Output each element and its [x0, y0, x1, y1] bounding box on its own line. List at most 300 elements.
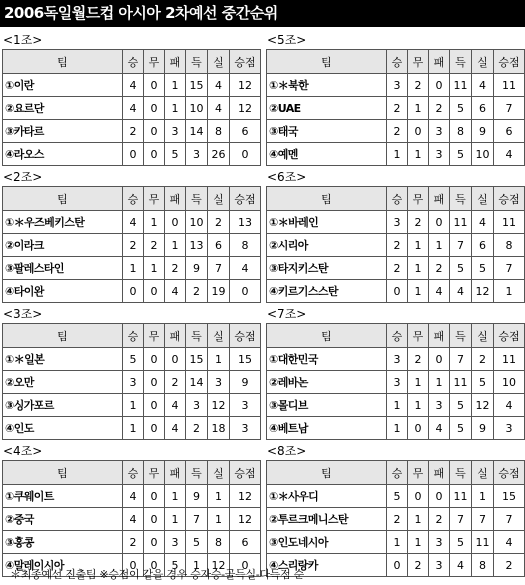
stat-cell: 2	[165, 371, 186, 394]
stat-cell: 7	[450, 348, 472, 371]
header-row	[267, 324, 525, 348]
column-header: 패	[429, 50, 450, 74]
stat-cell: 3	[429, 143, 450, 166]
table-row	[267, 234, 525, 257]
stat-cell: 0	[144, 508, 165, 531]
group-label: <5조>	[267, 33, 307, 47]
column-header: 승점	[494, 187, 525, 211]
standings-table	[266, 49, 525, 166]
stat-cell: 5	[450, 143, 472, 166]
stat-cell: 4	[429, 280, 450, 303]
column-header: 패	[165, 324, 186, 348]
stat-cell: 7	[494, 257, 525, 280]
team-name: ②투르크메니스탄	[267, 508, 387, 531]
stat-cell: 2	[494, 554, 525, 577]
stat-cell: 5	[450, 97, 472, 120]
team-name: ①＊일본	[3, 348, 123, 371]
stat-cell: 4	[472, 74, 494, 97]
stat-cell: 10	[186, 211, 208, 234]
header-row	[267, 461, 525, 485]
stat-cell: 12	[472, 394, 494, 417]
column-header: 실	[472, 324, 494, 348]
stat-cell: 1	[186, 554, 208, 577]
column-header: 득	[186, 461, 208, 485]
stat-cell: 10	[472, 143, 494, 166]
header-row	[3, 50, 261, 74]
standings-table	[266, 186, 525, 303]
stat-cell: 4	[494, 143, 525, 166]
team-name: ④타이완	[3, 280, 123, 303]
stat-cell: 3	[429, 394, 450, 417]
left-column	[2, 32, 260, 580]
stat-cell: 0	[408, 417, 429, 440]
stat-cell: 7	[472, 508, 494, 531]
stat-cell: 15	[186, 74, 208, 97]
stat-cell: 12	[208, 554, 230, 577]
column-header: 무	[408, 324, 429, 348]
column-header: 승점	[494, 461, 525, 485]
stat-cell: 9	[230, 371, 261, 394]
stat-cell: 6	[472, 97, 494, 120]
stat-cell: 0	[144, 97, 165, 120]
team-name: ②이라크	[3, 234, 123, 257]
stat-cell: 4	[123, 508, 144, 531]
stat-cell: 3	[387, 211, 408, 234]
stat-cell: 6	[208, 234, 230, 257]
team-name: ③팔레스타인	[3, 257, 123, 280]
stat-cell: 1	[408, 257, 429, 280]
stat-cell: 2	[144, 234, 165, 257]
stat-cell: 3	[208, 371, 230, 394]
team-name: ③인도네시아	[267, 531, 387, 554]
stat-cell: 3	[494, 417, 525, 440]
group-label: <6조>	[267, 170, 307, 184]
stat-cell: 1	[165, 508, 186, 531]
stat-cell: 2	[208, 211, 230, 234]
stat-cell: 12	[230, 74, 261, 97]
stat-cell: 11	[450, 74, 472, 97]
stat-cell: 13	[230, 211, 261, 234]
column-header: 득	[450, 324, 472, 348]
team-name: ③태국	[267, 120, 387, 143]
stat-cell: 4	[165, 417, 186, 440]
stat-cell: 11	[450, 485, 472, 508]
header-row	[267, 50, 525, 74]
column-header: 무	[144, 461, 165, 485]
stat-cell: 7	[208, 257, 230, 280]
standings-table	[2, 460, 261, 577]
group-label: <8조>	[267, 444, 307, 458]
team-name: ②UAE	[267, 97, 387, 120]
table-row	[267, 257, 525, 280]
column-header: 승	[387, 187, 408, 211]
standings-table	[266, 323, 525, 440]
stat-cell: 10	[186, 97, 208, 120]
stat-cell: 5	[186, 531, 208, 554]
team-name: ③홍콩	[3, 531, 123, 554]
stat-cell: 1	[429, 234, 450, 257]
stat-cell: 1	[408, 531, 429, 554]
column-header: 승	[123, 187, 144, 211]
stat-cell: 0	[429, 485, 450, 508]
group-block	[266, 169, 524, 306]
stat-cell: 3	[165, 531, 186, 554]
table-row	[267, 348, 525, 371]
stat-cell: 3	[186, 394, 208, 417]
team-name: ①대한민국	[267, 348, 387, 371]
stat-cell: 13	[186, 234, 208, 257]
stat-cell: 11	[494, 211, 525, 234]
stat-cell: 6	[230, 120, 261, 143]
stat-cell: 4	[123, 485, 144, 508]
column-header: 승	[387, 461, 408, 485]
stat-cell: 14	[186, 120, 208, 143]
table-row	[267, 211, 525, 234]
header-row	[3, 461, 261, 485]
team-name: ①＊사우디	[267, 485, 387, 508]
stat-cell: 9	[186, 257, 208, 280]
team-name: ①＊바레인	[267, 211, 387, 234]
group-label: <3조>	[3, 307, 43, 321]
column-header: 팀	[3, 50, 123, 74]
stat-cell: 1	[208, 348, 230, 371]
stat-cell: 2	[387, 97, 408, 120]
column-header: 승점	[230, 461, 261, 485]
stat-cell: 1	[387, 143, 408, 166]
stat-cell: 6	[230, 531, 261, 554]
stat-cell: 2	[387, 120, 408, 143]
stat-cell: 8	[208, 531, 230, 554]
stat-cell: 0	[144, 74, 165, 97]
column-header: 패	[165, 461, 186, 485]
table-row	[3, 234, 261, 257]
table-row	[267, 508, 525, 531]
group-block	[266, 306, 524, 443]
stat-cell: 5	[165, 143, 186, 166]
stat-cell: 0	[230, 280, 261, 303]
stat-cell: 3	[387, 371, 408, 394]
stat-cell: 0	[165, 211, 186, 234]
stat-cell: 1	[165, 74, 186, 97]
column-header: 승	[387, 324, 408, 348]
group-label: <1조>	[3, 33, 43, 47]
stat-cell: 1	[165, 97, 186, 120]
stat-cell: 15	[230, 348, 261, 371]
team-name: ④스리랑카	[267, 554, 387, 577]
table-row	[267, 531, 525, 554]
column-header: 득	[186, 50, 208, 74]
stat-cell: 3	[429, 554, 450, 577]
table-row	[3, 508, 261, 531]
stat-cell: 0	[230, 143, 261, 166]
column-header: 득	[450, 461, 472, 485]
stat-cell: 3	[429, 531, 450, 554]
stat-cell: 5	[387, 485, 408, 508]
table-row	[267, 97, 525, 120]
column-header: 패	[429, 324, 450, 348]
team-name: ②중국	[3, 508, 123, 531]
stat-cell: 4	[429, 417, 450, 440]
column-header: 승	[123, 461, 144, 485]
stat-cell: 1	[408, 394, 429, 417]
team-name: ④키르기스스탄	[267, 280, 387, 303]
table-row	[267, 120, 525, 143]
team-name: ③몰디브	[267, 394, 387, 417]
table-row	[267, 371, 525, 394]
table-row	[3, 120, 261, 143]
column-header: 무	[408, 461, 429, 485]
group-block	[2, 443, 260, 580]
team-name: ④말레이시아	[3, 554, 123, 577]
stat-cell: 2	[123, 531, 144, 554]
stat-cell: 2	[186, 280, 208, 303]
right-column	[266, 32, 524, 580]
stat-cell: 1	[144, 211, 165, 234]
stat-cell: 2	[165, 257, 186, 280]
stat-cell: 1	[408, 371, 429, 394]
table-row	[3, 257, 261, 280]
stat-cell: 2	[123, 120, 144, 143]
stat-cell: 15	[186, 348, 208, 371]
table-row	[3, 485, 261, 508]
stat-cell: 1	[408, 97, 429, 120]
stat-cell: 12	[472, 280, 494, 303]
stat-cell: 7	[186, 508, 208, 531]
stat-cell: 0	[408, 485, 429, 508]
stat-cell: 4	[450, 554, 472, 577]
column-header: 득	[186, 324, 208, 348]
table-row	[3, 417, 261, 440]
stat-cell: 1	[387, 417, 408, 440]
group-block	[2, 306, 260, 443]
header-row	[267, 187, 525, 211]
column-header: 승	[387, 50, 408, 74]
column-header: 패	[429, 461, 450, 485]
column-header: 득	[450, 187, 472, 211]
stat-cell: 8	[472, 554, 494, 577]
stat-cell: 1	[429, 371, 450, 394]
team-name: ①＊우즈베키스탄	[3, 211, 123, 234]
table-row	[267, 143, 525, 166]
team-name: ②요르단	[3, 97, 123, 120]
standings-table	[2, 323, 261, 440]
stat-cell: 12	[230, 485, 261, 508]
column-header: 팀	[267, 461, 387, 485]
column-header: 무	[144, 324, 165, 348]
standings-table	[2, 49, 261, 166]
stat-cell: 0	[144, 531, 165, 554]
table-row	[3, 394, 261, 417]
stat-cell: 5	[123, 348, 144, 371]
stat-cell: 3	[165, 120, 186, 143]
stat-cell: 11	[494, 74, 525, 97]
column-header: 무	[408, 50, 429, 74]
column-header: 팀	[267, 187, 387, 211]
stat-cell: 0	[144, 485, 165, 508]
stat-cell: 12	[230, 508, 261, 531]
stat-cell: 1	[123, 257, 144, 280]
stat-cell: 4	[123, 74, 144, 97]
column-header: 득	[186, 187, 208, 211]
stat-cell: 5	[472, 371, 494, 394]
stat-cell: 11	[494, 348, 525, 371]
stat-cell: 9	[472, 120, 494, 143]
team-name: ③타지키스탄	[267, 257, 387, 280]
stat-cell: 7	[450, 508, 472, 531]
stat-cell: 3	[123, 371, 144, 394]
stat-cell: 14	[186, 371, 208, 394]
stat-cell: 2	[408, 211, 429, 234]
column-header: 실	[208, 324, 230, 348]
stat-cell: 4	[450, 280, 472, 303]
stat-cell: 0	[429, 348, 450, 371]
stat-cell: 1	[123, 417, 144, 440]
stat-cell: 4	[472, 211, 494, 234]
stat-cell: 19	[208, 280, 230, 303]
stat-cell: 1	[494, 280, 525, 303]
table-row	[267, 485, 525, 508]
stat-cell: 1	[165, 485, 186, 508]
header-row	[3, 324, 261, 348]
column-header: 패	[165, 50, 186, 74]
stat-cell: 5	[165, 554, 186, 577]
stat-cell: 0	[123, 280, 144, 303]
column-header: 팀	[267, 50, 387, 74]
stat-cell: 6	[472, 234, 494, 257]
table-row	[3, 143, 261, 166]
column-header: 득	[450, 50, 472, 74]
page-title: 2006독일월드컵 아시아 2차예선 중간순위	[0, 0, 525, 27]
stat-cell: 2	[408, 554, 429, 577]
team-name: ③카타르	[3, 120, 123, 143]
stat-cell: 8	[230, 234, 261, 257]
team-name: ②시리아	[267, 234, 387, 257]
stat-cell: 5	[450, 257, 472, 280]
group-block	[2, 169, 260, 306]
column-header: 실	[208, 187, 230, 211]
stat-cell: 1	[165, 234, 186, 257]
stat-cell: 4	[494, 394, 525, 417]
stat-cell: 5	[450, 417, 472, 440]
stat-cell: 0	[387, 280, 408, 303]
team-name: ④예멘	[267, 143, 387, 166]
stat-cell: 2	[429, 97, 450, 120]
stat-cell: 2	[472, 348, 494, 371]
group-label: <4조>	[3, 444, 43, 458]
stat-cell: 3	[230, 417, 261, 440]
stat-cell: 7	[494, 97, 525, 120]
group-block	[266, 32, 524, 169]
stat-cell: 2	[387, 508, 408, 531]
stat-cell: 0	[165, 348, 186, 371]
stat-cell: 1	[408, 234, 429, 257]
stat-cell: 4	[494, 531, 525, 554]
column-header: 팀	[3, 324, 123, 348]
stat-cell: 1	[208, 485, 230, 508]
team-name: ②레바논	[267, 371, 387, 394]
stat-cell: 4	[165, 280, 186, 303]
stat-cell: 12	[230, 97, 261, 120]
column-header: 실	[472, 461, 494, 485]
stat-cell: 0	[144, 120, 165, 143]
stat-cell: 1	[144, 257, 165, 280]
stat-cell: 1	[387, 531, 408, 554]
stat-cell: 0	[144, 417, 165, 440]
team-name: ④인도	[3, 417, 123, 440]
stat-cell: 18	[208, 417, 230, 440]
group-label: <2조>	[3, 170, 43, 184]
stat-cell: 5	[472, 257, 494, 280]
stat-cell: 7	[450, 234, 472, 257]
stat-cell: 10	[494, 371, 525, 394]
stat-cell: 8	[450, 120, 472, 143]
stat-cell: 0	[144, 394, 165, 417]
stat-cell: 4	[230, 257, 261, 280]
stat-cell: 1	[208, 508, 230, 531]
table-row	[267, 74, 525, 97]
stat-cell: 12	[208, 394, 230, 417]
column-header: 무	[408, 187, 429, 211]
stat-cell: 1	[408, 280, 429, 303]
stat-cell: 9	[186, 485, 208, 508]
stat-cell: 3	[186, 143, 208, 166]
stat-cell: 2	[408, 348, 429, 371]
stat-cell: 0	[408, 120, 429, 143]
stat-cell: 4	[208, 97, 230, 120]
team-name: ④베트남	[267, 417, 387, 440]
stat-cell: 8	[494, 234, 525, 257]
stat-cell: 3	[429, 120, 450, 143]
column-header: 승	[123, 324, 144, 348]
stat-cell: 11	[450, 211, 472, 234]
table-row	[3, 97, 261, 120]
column-header: 패	[429, 187, 450, 211]
stat-cell: 5	[450, 394, 472, 417]
stat-cell: 1	[123, 394, 144, 417]
stat-cell: 2	[387, 234, 408, 257]
stat-cell: 11	[450, 371, 472, 394]
team-name: ①＊북한	[267, 74, 387, 97]
stat-cell: 2	[429, 508, 450, 531]
group-block	[266, 443, 524, 580]
table-row	[3, 74, 261, 97]
stat-cell: 3	[387, 348, 408, 371]
stat-cell: 4	[123, 211, 144, 234]
column-header: 승점	[230, 324, 261, 348]
stat-cell: 0	[144, 348, 165, 371]
stat-cell: 4	[123, 97, 144, 120]
table-row	[267, 394, 525, 417]
stat-cell: 3	[230, 394, 261, 417]
header-row	[3, 187, 261, 211]
stat-cell: 0	[123, 554, 144, 577]
team-name: ①쿠웨이트	[3, 485, 123, 508]
table-row	[3, 348, 261, 371]
team-name: ③싱가포르	[3, 394, 123, 417]
stat-cell: 1	[408, 508, 429, 531]
stat-cell: 4	[208, 74, 230, 97]
stat-cell: 26	[208, 143, 230, 166]
stat-cell: 0	[123, 143, 144, 166]
stat-cell: 0	[144, 280, 165, 303]
column-header: 팀	[267, 324, 387, 348]
stat-cell: 4	[165, 394, 186, 417]
stat-cell: 8	[208, 120, 230, 143]
stat-cell: 0	[429, 211, 450, 234]
stat-cell: 9	[472, 417, 494, 440]
column-header: 팀	[3, 187, 123, 211]
column-header: 무	[144, 187, 165, 211]
